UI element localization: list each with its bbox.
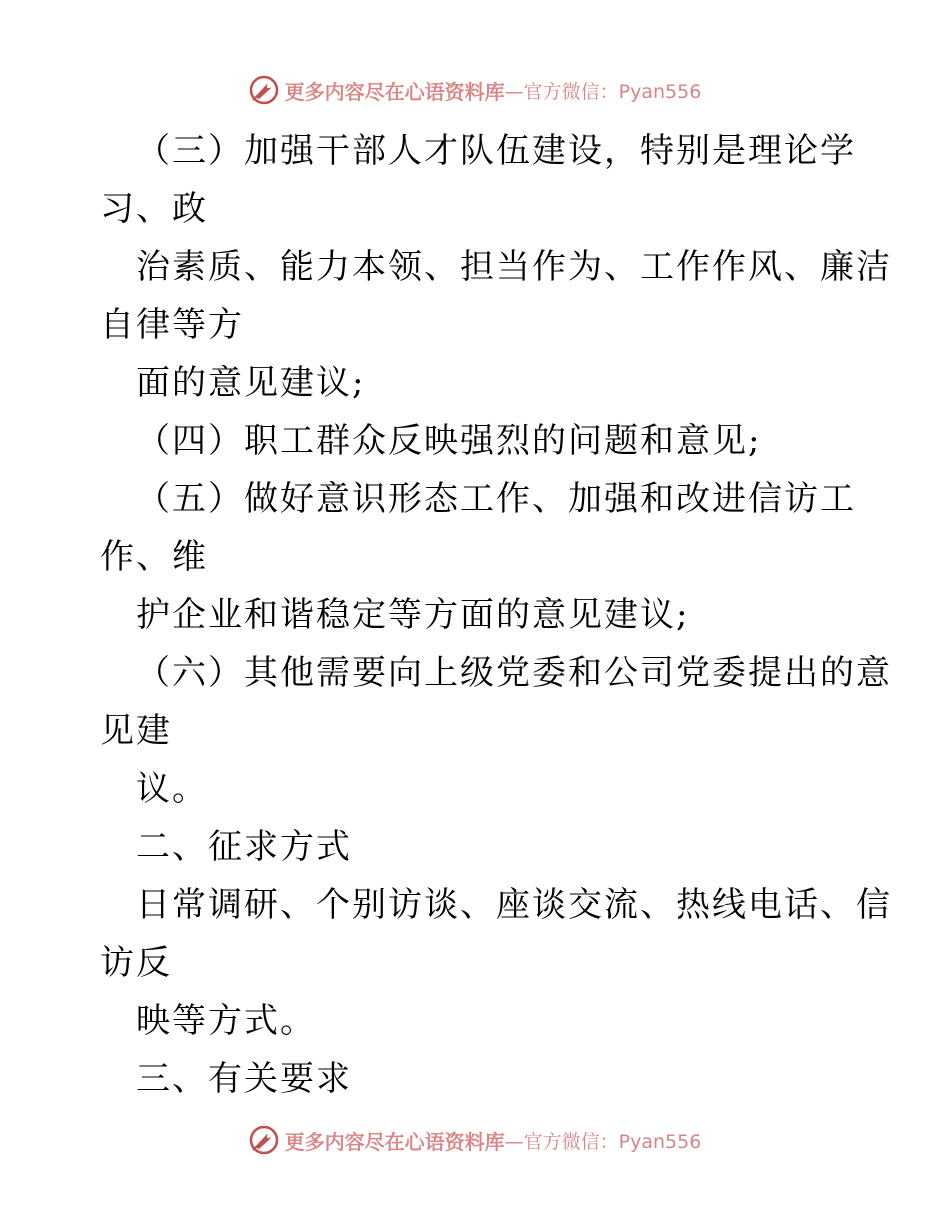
text-line: （五）做好意识形态工作、加强和改进信访工: [136, 479, 856, 519]
text-line: 议。: [136, 769, 208, 809]
text-line: 治素质、能力本领、担当作为、工作作风、廉洁: [136, 247, 892, 287]
text-line: 映等方式。: [136, 1001, 316, 1041]
text-line: 访反: [100, 943, 172, 983]
text-line: 作、维: [100, 537, 208, 577]
document-body: [100, 122, 892, 1108]
header-official-text: —官方微信：Pyan556: [504, 80, 702, 103]
footer-official-text: —官方微信：Pyan556: [504, 1130, 702, 1153]
header-watermark: [0, 70, 950, 110]
footer-brand-text: 更多内容尽在心语资料库: [284, 1129, 505, 1154]
pen-nib-logo-icon: [249, 1125, 279, 1155]
text-line: （六）其他需要向上级党委和公司党委提出的意: [136, 653, 892, 693]
text-line: 日常调研、个别访谈、座谈交流、热线电话、信: [136, 885, 892, 925]
text-line: 习、政: [100, 189, 208, 229]
text-line: 三、有关要求: [136, 1059, 352, 1099]
text-line: 面的意见建议;: [136, 363, 366, 403]
text-line: （三）加强干部人才队伍建设，特别是理论学: [136, 131, 856, 171]
footer-watermark: [0, 1120, 950, 1160]
header-brand-text: 更多内容尽在心语资料库: [284, 79, 505, 104]
pen-nib-logo-icon: [249, 75, 279, 105]
text-line: 二、征求方式: [136, 827, 352, 867]
text-line: 见建: [100, 711, 172, 751]
text-line: 自律等方: [100, 305, 244, 345]
text-line: （四）职工群众反映强烈的问题和意见;: [136, 421, 762, 461]
text-line: 护企业和谐稳定等方面的意见建议;: [136, 595, 690, 635]
